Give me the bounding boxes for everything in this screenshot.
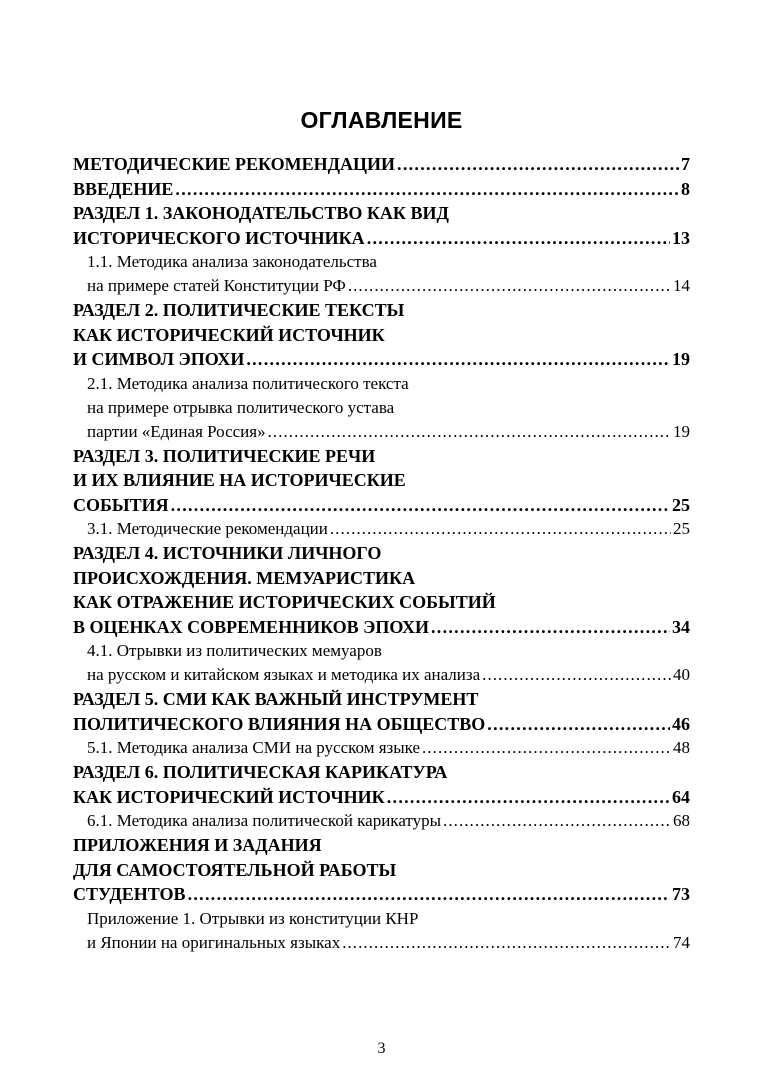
toc-page-number: 34 (672, 616, 690, 637)
toc-entry-title-line: И ИХ ВЛИЯНИЕ НА ИСТОРИЧЕСКИЕ (73, 470, 406, 490)
toc-entry-leader-row (87, 420, 690, 444)
toc-entry-title-line: на примере отрывка политического устава (87, 397, 395, 417)
dot-leader (171, 493, 670, 518)
toc-subsection-entry (73, 809, 690, 833)
toc-section-entry (73, 298, 690, 372)
dot-leader (188, 882, 670, 907)
toc-entry-leader-row (87, 663, 690, 687)
toc-entry-title-line: ПОЛИТИЧЕСКОГО ВЛИЯНИЯ НА ОБЩЕСТВО (73, 713, 486, 734)
toc-entry-title-line: 4.1. Отрывки из политических мемуаров (87, 641, 382, 660)
toc-section-entry (73, 177, 690, 202)
toc-page-number: 14 (673, 276, 690, 295)
page-number: 3 (377, 1040, 386, 1057)
toc-entry-leader-row (73, 615, 690, 640)
toc-page-number: 19 (672, 349, 690, 369)
toc-entry-leader-row (73, 785, 690, 810)
toc-page-number: 68 (673, 811, 690, 830)
toc-subsection-entry (73, 372, 690, 444)
toc-entry-title-line: партии «Единая Россия» (87, 421, 266, 441)
toc-section-entry (73, 541, 690, 639)
toc-entry-title-line: ВВЕДЕНИЕ (73, 178, 174, 199)
toc-subsection-entry (73, 250, 690, 298)
dot-leader (175, 177, 679, 202)
toc-entry-title-line: Приложение 1. Отрывки из конституции КНР (87, 908, 419, 928)
toc-entry-title-line: 6.1. Методика анализа политической карикатуры (87, 811, 442, 830)
page-title: ОГЛАВЛЕНИЕ (300, 107, 463, 133)
toc-entry-title-line: РАЗДЕЛ 1. ЗАКОНОДАТЕЛЬСТВО КАК ВИД (73, 203, 449, 223)
dot-leader (268, 420, 671, 444)
toc-entry-title-line: на русском и китайском языках и методика их анализа (87, 665, 481, 684)
dot-leader (387, 785, 670, 810)
toc-subsection-entry (73, 639, 690, 687)
toc-page-number: 7 (681, 154, 690, 174)
toc-entry-title-line: СОБЫТИЯ (73, 494, 169, 515)
toc-entry-leader-row (87, 736, 690, 760)
toc-entry-title-line: и Японии на оригинальных языках (87, 932, 341, 952)
toc-entry-leader-row (73, 177, 690, 202)
dot-leader (422, 736, 671, 760)
toc-subsection-entry (73, 907, 690, 955)
dot-leader (342, 931, 671, 955)
toc-section-entry (73, 201, 690, 250)
toc-entry-leader-row (87, 809, 690, 833)
toc-entry-title-line: РАЗДЕЛ 6. ПОЛИТИЧЕСКАЯ КАРИКАТУРА (73, 762, 448, 782)
toc-entry-leader-row (87, 931, 690, 955)
toc-entry-title-line: 1.1. Методика анализа законодательства (87, 252, 377, 271)
toc-entry-title-line: РАЗДЕЛ 4. ИСТОЧНИКИ ЛИЧНОГО (73, 543, 382, 563)
toc-page-number: 25 (672, 494, 690, 515)
toc-entry-title-line: РАЗДЕЛ 2. ПОЛИТИЧЕСКИЕ ТЕКСТЫ (73, 300, 405, 320)
toc-section-entry (73, 687, 690, 736)
toc-section-entry (73, 760, 690, 809)
toc-entry-leader-row (73, 712, 690, 737)
toc-entry-leader-row (73, 882, 690, 907)
dot-leader (487, 712, 670, 737)
toc-page-number: 19 (673, 421, 690, 441)
toc-page-number: 74 (673, 932, 690, 952)
toc-entry-title-line: СТУДЕНТОВ (73, 884, 186, 904)
toc-page-number: 40 (673, 665, 690, 684)
toc-entry-leader-row (73, 226, 690, 251)
toc-page-number: 73 (672, 884, 690, 904)
toc-page-number: 25 (673, 519, 690, 538)
toc-entry-title-line: 2.1. Методика анализа политического текста (87, 373, 409, 393)
dot-leader (431, 615, 670, 640)
dot-leader (367, 226, 670, 251)
dot-leader (246, 347, 670, 372)
table-of-contents (73, 152, 690, 955)
toc-page-number: 48 (673, 738, 690, 757)
toc-entry-title-line: ПРИЛОЖЕНИЯ И ЗАДАНИЯ (73, 835, 322, 855)
toc-entry-title-line: на примере статей Конституции РФ (87, 276, 346, 295)
toc-entry-title-line: 5.1. Методика анализа СМИ на русском языке (87, 738, 421, 757)
toc-entry-leader-row (87, 517, 690, 541)
dot-leader (330, 517, 671, 541)
dot-leader (348, 274, 671, 298)
toc-entry-leader-row (87, 274, 690, 298)
toc-entry-leader-row (73, 152, 690, 177)
toc-entry-title-line: ПРОИСХОЖДЕНИЯ. МЕМУАРИСТИКА (73, 567, 416, 588)
toc-section-entry (73, 444, 690, 518)
toc-entry-title-line: ИСТОРИЧЕСКОГО ИСТОЧНИКА (73, 227, 365, 248)
toc-section-entry (73, 833, 690, 907)
toc-entry-title-line: РАЗДЕЛ 3. ПОЛИТИЧЕСКИЕ РЕЧИ (73, 445, 376, 466)
toc-subsection-entry (73, 517, 690, 541)
toc-entry-title-line: ДЛЯ САМОСТОЯТЕЛЬНОЙ РАБОТЫ (73, 859, 397, 880)
toc-entry-title-line: И СИМВОЛ ЭПОХИ (73, 349, 245, 369)
toc-page-number: 46 (672, 713, 690, 734)
toc-entry-title-line: МЕТОДИЧЕСКИЕ РЕКОМЕНДАЦИИ (73, 154, 396, 174)
toc-entry-leader-row (73, 347, 690, 372)
dot-leader (482, 663, 671, 687)
toc-page-number: 64 (672, 786, 690, 807)
toc-entry-title-line: РАЗДЕЛ 5. СМИ КАК ВАЖНЫЙ ИНСТРУМЕНТ (73, 689, 479, 709)
toc-entry-title-line: В ОЦЕНКАХ СОВРЕМЕННИКОВ ЭПОХИ (73, 616, 429, 637)
dot-leader (443, 809, 671, 833)
toc-section-entry (73, 152, 690, 177)
toc-entry-title-line: КАК ОТРАЖЕНИЕ ИСТОРИЧЕСКИХ СОБЫТИЙ (73, 592, 496, 612)
toc-entry-title-line: КАК ИСТОРИЧЕСКИЙ ИСТОЧНИК (73, 786, 385, 807)
toc-entry-title-line: КАК ИСТОРИЧЕСКИЙ ИСТОЧНИК (73, 324, 385, 345)
dot-leader (397, 152, 679, 177)
toc-entry-leader-row (73, 493, 690, 518)
toc-subsection-entry (73, 736, 690, 760)
toc-page-number: 13 (672, 227, 690, 248)
toc-page-number: 8 (681, 178, 690, 199)
toc-entry-title-line: 3.1. Методические рекомендации (87, 519, 328, 538)
